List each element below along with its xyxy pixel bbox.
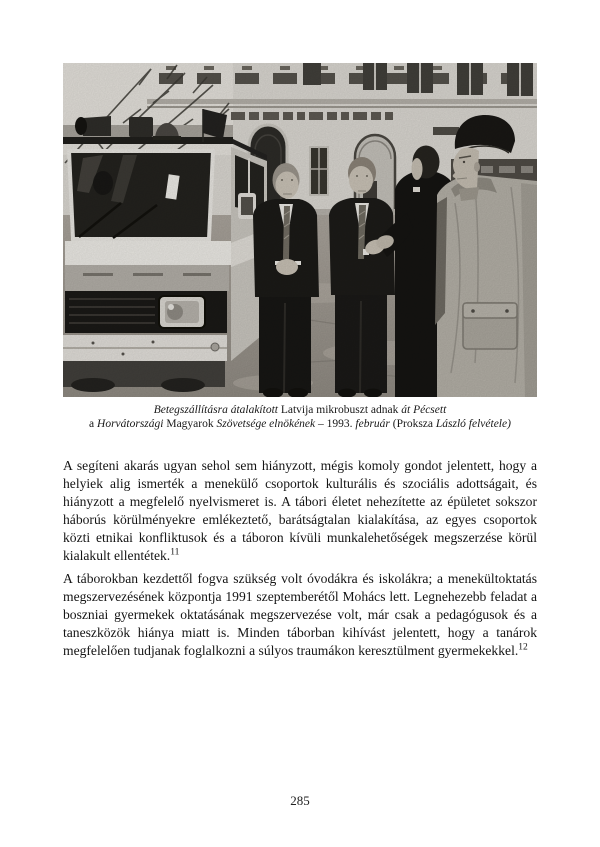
- caption-segment: Magyarok: [166, 418, 217, 430]
- caption-segment: Szövetsége elnökének: [216, 418, 316, 430]
- caption-segment: – 1993.: [315, 418, 356, 430]
- caption-line-1: [63, 403, 537, 417]
- caption-segment: át Pécsett: [401, 404, 447, 416]
- photo-illustration: [63, 63, 537, 397]
- caption-segment: Latvija mikrobuszt adnak: [280, 404, 402, 416]
- paragraph-1-text: A segíteni akarás ugyan sehol sem hiányzott, mégis komoly gondot jelentett, hogy a helyiek alig ismerték a menekülő csoportok kulturális és szociális adottságait, és hiányzott a megfelelő nyelvismeret is. A tábori életet nehezítette az épületet sokszor háborús körülményekre emlékeztető, barátságtalan kialakítása, az egyes csoportok közti etnikai konfliktusok és a táboron kívüli munkalehetőségek megszerzése körül kialakult ellentétek.: [63, 458, 537, 563]
- footnote-ref-12: 12: [518, 642, 528, 653]
- caption-line-2: [63, 417, 537, 431]
- paragraph-2: [63, 570, 537, 660]
- body-text: [63, 457, 537, 660]
- footnote-ref-11: 11: [170, 547, 180, 558]
- paragraph-2-text: A táborokban kezdettől fogva szükség volt óvodákra és iskolákra; a menekültoktatás megszervezésének központja 1991 szeptemberétől Mohács lett. Legnehezebb feladat a boszniai gyermekek oktatásának megszervezése volt, már csak a pedagógusok és a taneszközök hiánya miatt is. Minden táborban kihívást jelentett, hogy a tanárok megfelelően tudjanak foglalkozni a súlyos traumákon keresztülment gyermekekkel.: [63, 571, 537, 658]
- photo-caption: [63, 403, 537, 431]
- photo: [63, 63, 537, 397]
- caption-segment: a: [89, 418, 98, 430]
- caption-segment: Betegszállításra átalakított: [153, 404, 281, 416]
- caption-segment: (Proksza: [389, 418, 436, 430]
- paragraph-1: [63, 457, 537, 565]
- caption-segment: február: [355, 418, 390, 430]
- page-number: 285: [290, 793, 310, 808]
- caption-segment: László felvétele): [435, 418, 511, 430]
- photo-grain: [63, 63, 537, 397]
- caption-segment: Horvátországi: [97, 418, 167, 430]
